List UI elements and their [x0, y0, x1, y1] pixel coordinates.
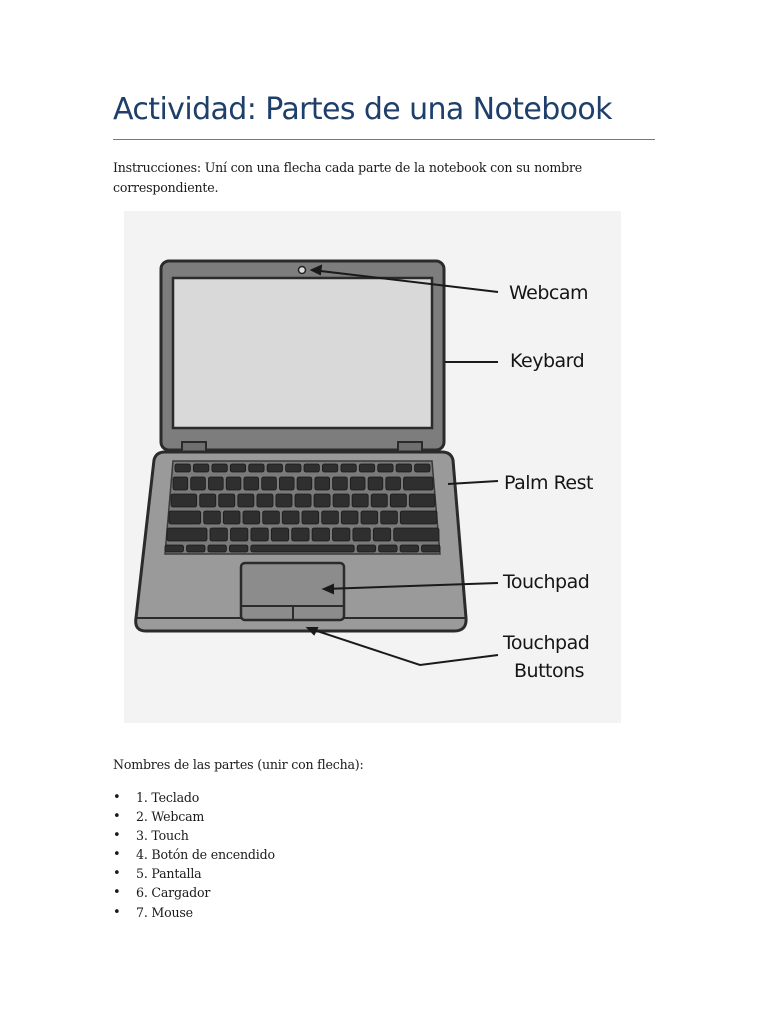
- keyboard-key: [415, 464, 430, 472]
- list-item-text: 2. Webcam: [136, 809, 205, 825]
- keyboard-key: [381, 511, 398, 524]
- keyboard-key: [368, 477, 383, 490]
- label-keyboard: Keybard: [510, 350, 585, 372]
- parts-list: [113, 788, 275, 922]
- keyboard-key: [396, 464, 411, 472]
- keyboard-key: [341, 511, 358, 524]
- keyboard-key: [171, 494, 197, 507]
- keyboard-key: [257, 494, 273, 507]
- list-item: [113, 845, 275, 864]
- list-item: [113, 826, 275, 845]
- list-item: [113, 807, 275, 826]
- keyboard-key: [379, 545, 398, 552]
- bullet-icon: •: [113, 828, 121, 844]
- label-touchpad-buttons-1: Touchpad: [503, 632, 590, 654]
- label-palm-rest: Palm Rest: [504, 472, 593, 494]
- list-item: [113, 788, 275, 807]
- list-item-text: 5. Pantalla: [136, 866, 202, 882]
- keyboard-key: [175, 464, 190, 472]
- keyboard-key: [390, 494, 406, 507]
- page-title: Actividad: Partes de una Notebook: [113, 92, 612, 127]
- keyboard-key: [400, 511, 437, 524]
- keyboard-key: [276, 494, 292, 507]
- keyboard-key: [400, 545, 419, 552]
- keyboard-key: [322, 464, 337, 472]
- keyboard-key: [394, 528, 439, 541]
- keyboard-key: [191, 477, 206, 490]
- list-heading: Nombres de las partes (unir con flecha):: [113, 757, 364, 772]
- keyboard-key: [333, 494, 349, 507]
- keyboard-key: [208, 545, 227, 552]
- keyboard-key: [315, 477, 330, 490]
- keyboard-key: [209, 477, 224, 490]
- list-item-text: 7. Mouse: [136, 904, 193, 920]
- keyboard-key: [169, 511, 201, 524]
- keyboard-key: [357, 545, 376, 552]
- keyboard-key: [333, 477, 348, 490]
- keyboard-key: [267, 464, 282, 472]
- keyboard-key: [204, 511, 221, 524]
- keyboard-key: [173, 477, 188, 490]
- keyboard-key: [187, 545, 206, 552]
- bullet-icon: •: [113, 847, 121, 863]
- list-item: [113, 903, 275, 922]
- keyboard-key: [322, 511, 339, 524]
- keyboard-key: [223, 511, 240, 524]
- webcam-lens: [299, 267, 306, 274]
- label-webcam: Webcam: [509, 282, 589, 304]
- bullet-icon: •: [113, 866, 121, 882]
- keyboard-key: [263, 511, 280, 524]
- keyboard-key: [350, 477, 365, 490]
- keyboard-key: [251, 528, 268, 541]
- keyboard-key: [282, 511, 299, 524]
- keyboard-key: [312, 528, 329, 541]
- keyboard-key: [229, 545, 248, 552]
- keyboard-key: [297, 477, 312, 490]
- keyboard-key: [378, 464, 393, 472]
- laptop-screen: [173, 278, 432, 428]
- keyboard-key: [373, 528, 390, 541]
- keyboard-key: [352, 494, 368, 507]
- keyboard-key: [210, 528, 227, 541]
- keyboard-key: [404, 477, 434, 490]
- list-item-text: 3. Touch: [136, 828, 189, 844]
- list-item-text: 6. Cargador: [136, 885, 211, 901]
- keyboard-key: [165, 545, 184, 552]
- keyboard-key: [295, 494, 311, 507]
- keyboard-key: [219, 494, 235, 507]
- keyboard-key: [193, 464, 208, 472]
- keyboard-key: [371, 494, 387, 507]
- keyboard-key: [422, 545, 441, 552]
- keyboard-key: [226, 477, 241, 490]
- label-touchpad: Touchpad: [503, 571, 590, 593]
- keyboard-key: [251, 545, 354, 552]
- keyboard-key: [167, 528, 207, 541]
- keyboard-key: [359, 464, 374, 472]
- keyboard-key: [230, 464, 245, 472]
- keyboard-key: [249, 464, 264, 472]
- title-underline: [113, 139, 655, 140]
- label-touchpad-buttons-2: Buttons: [514, 660, 585, 682]
- keyboard-key: [386, 477, 401, 490]
- keyboard-key: [353, 528, 370, 541]
- bullet-icon: •: [113, 809, 121, 825]
- laptop-diagram: [124, 211, 621, 723]
- list-item-text: 1. Teclado: [136, 790, 200, 805]
- keyboard-key: [286, 464, 301, 472]
- bullet-icon: •: [113, 885, 121, 901]
- keyboard-key: [409, 494, 435, 507]
- list-item-text: 4. Botón de encendido: [136, 847, 275, 863]
- keyboard-key: [262, 477, 277, 490]
- bullet-icon: •: [113, 790, 121, 805]
- keyboard-key: [279, 477, 294, 490]
- list-item: [113, 864, 275, 883]
- keyboard-key: [200, 494, 216, 507]
- keyboard-key: [361, 511, 378, 524]
- keyboard-key: [292, 528, 309, 541]
- keyboard-key: [244, 477, 259, 490]
- keyboard-key: [304, 464, 319, 472]
- keyboard-key: [314, 494, 330, 507]
- keyboard-key: [302, 511, 319, 524]
- list-item: [113, 883, 275, 902]
- keyboard-key: [333, 528, 350, 541]
- keyboard-key: [243, 511, 260, 524]
- keyboard-key: [271, 528, 288, 541]
- keyboard-key: [212, 464, 227, 472]
- instructions-text: Instrucciones: Uní con una flecha cada parte de la notebook con su nombre correspondiente.: [113, 160, 583, 195]
- bullet-icon: •: [113, 904, 121, 920]
- keyboard-key: [231, 528, 248, 541]
- keyboard-key: [238, 494, 254, 507]
- keyboard-key: [341, 464, 356, 472]
